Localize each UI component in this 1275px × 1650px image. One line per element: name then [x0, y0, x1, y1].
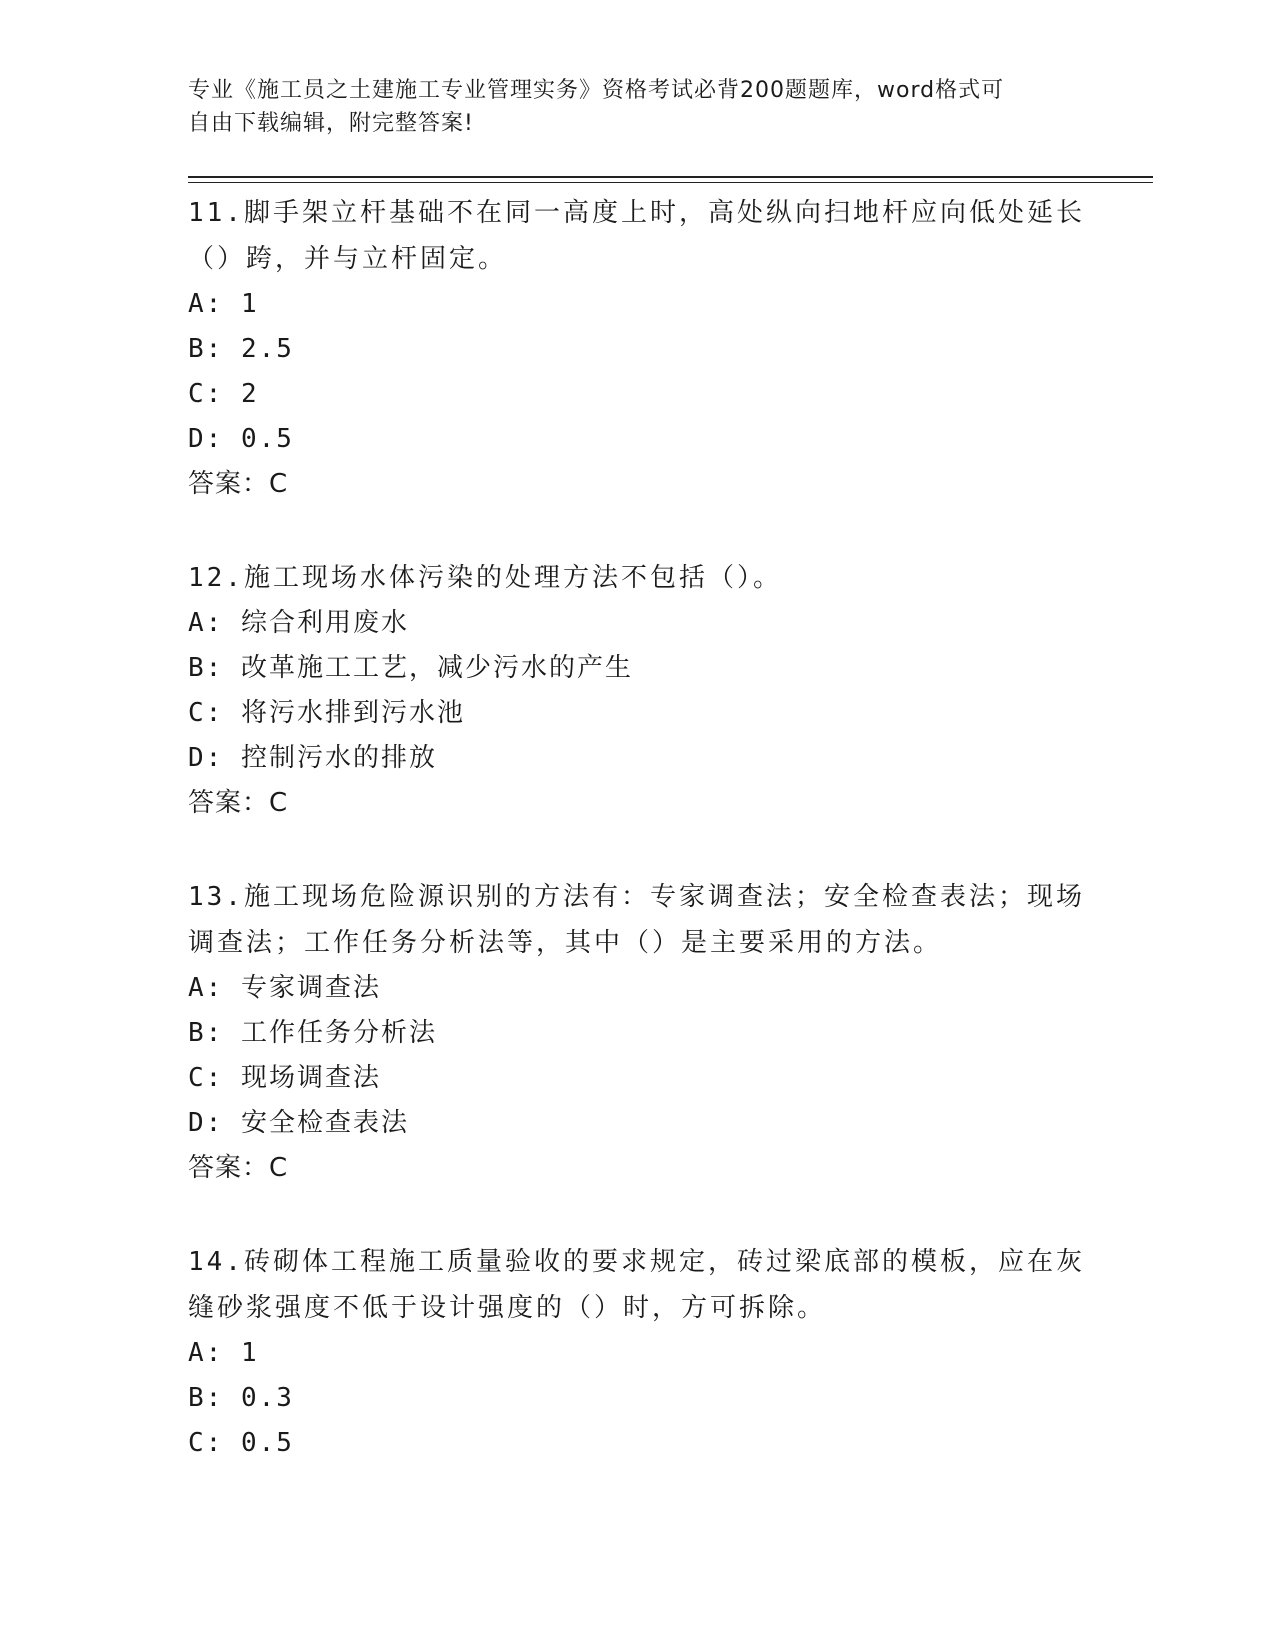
option-a: A: 综合利用废水 [188, 608, 409, 638]
question-12 [188, 555, 1088, 826]
option-b: B: 0.3 [188, 1383, 294, 1413]
answer-label: 答案：C [188, 469, 289, 499]
question-14 [188, 1239, 1088, 1466]
option-a: A: 专家调查法 [188, 973, 381, 1003]
option-d: D: 控制污水的排放 [188, 743, 437, 773]
option-d: D: 安全检查表法 [188, 1108, 409, 1138]
question-stem: 13.施工现场危险源识别的方法有：专家调查法；安全检查表法；现场调查法；工作任务分析法等，其中（）是主要采用的方法。 [188, 882, 1085, 958]
question-stem: 12.施工现场水体污染的处理方法不包括（）。 [188, 563, 782, 593]
header-divider [188, 176, 1153, 178]
header-line-1: 专业《施工员之土建施工专业管理实务》资格考试必背200题题库，word格式可 [188, 78, 1005, 103]
answer-label: 答案：C [188, 788, 289, 818]
header-line-2: 自由下载编辑，附完整答案! [188, 111, 474, 136]
option-b: B: 2.5 [188, 334, 294, 364]
option-c: C: 现场调查法 [188, 1063, 381, 1093]
header-divider-thin [188, 182, 1153, 183]
option-d: D: 0.5 [188, 424, 294, 454]
option-a: A: 1 [188, 289, 259, 319]
question-13 [188, 874, 1088, 1191]
answer-label: 答案：C [188, 1153, 289, 1183]
option-b: B: 改革施工工艺，减少污水的产生 [188, 653, 633, 683]
question-11 [188, 190, 1088, 507]
question-stem: 11.脚手架立杆基础不在同一高度上时，高处纵向扫地杆应向低处延长（）跨，并与立杆固定。 [188, 198, 1085, 274]
question-stem: 14.砖砌体工程施工质量验收的要求规定，砖过梁底部的模板，应在灰缝砂浆强度不低于设计强度的（）时，方可拆除。 [188, 1247, 1085, 1323]
option-c: C: 将污水排到污水池 [188, 698, 465, 728]
document-header [188, 74, 1068, 140]
question-list [188, 190, 1088, 1466]
option-c: C: 0.5 [188, 1428, 294, 1458]
option-b: B: 工作任务分析法 [188, 1018, 437, 1048]
option-a: A: 1 [188, 1338, 259, 1368]
option-c: C: 2 [188, 379, 259, 409]
